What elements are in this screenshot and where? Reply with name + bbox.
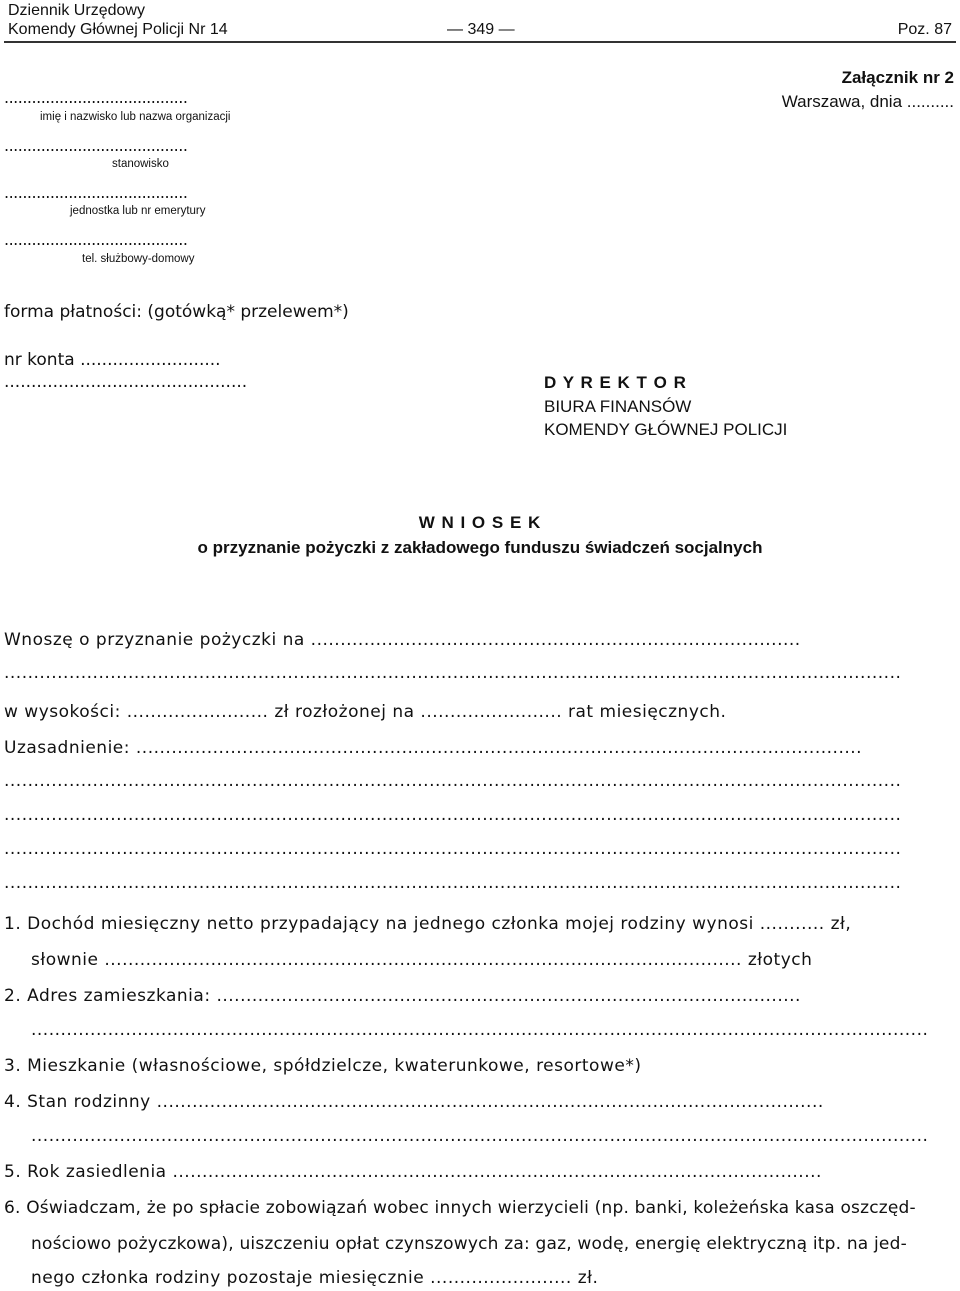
justification-line[interactable]: ........................................................................................................................................................ bbox=[4, 771, 902, 791]
item-housing: 3. Mieszkanie (własnościowe, spółdzielcze, kwaterunkowe, resortowe*) bbox=[4, 1056, 642, 1076]
account-number-field[interactable]: nr konta .......................... bbox=[4, 350, 221, 370]
addressee-title: D Y R E K T O R bbox=[544, 373, 687, 392]
document-title: W N I O S E K bbox=[418, 513, 542, 532]
justification-line[interactable]: ........................................................................................................................................................ bbox=[4, 805, 902, 825]
document-subtitle: o przyznanie pożyczki z zakładowego funduszu świadczeń socjalnych bbox=[197, 538, 763, 557]
journal-subtitle: Komendy Głównej Policji Nr 14 bbox=[8, 21, 228, 38]
justification-line[interactable]: ........................................................................................................................................................ bbox=[4, 839, 902, 859]
unit-field[interactable]: ........................................ bbox=[4, 183, 188, 202]
unit-caption: jednostka lub nr emerytury bbox=[70, 205, 206, 217]
addressee-office: BIURA FINANSÓW bbox=[544, 397, 692, 416]
phone-field[interactable]: ........................................ bbox=[4, 230, 188, 249]
payment-form: forma płatności: (gotówką* przelewem*) bbox=[4, 302, 349, 322]
phone-caption: tel. służbowy-domowy bbox=[82, 253, 195, 265]
item-family-cont[interactable]: ........................................................................................................................................................ bbox=[31, 1126, 929, 1146]
position-caption: stanowisko bbox=[112, 158, 169, 170]
addressee-institution: KOMENDY GŁÓWNEJ POLICJI bbox=[544, 420, 788, 439]
item-address-cont[interactable]: ........................................................................................................................................................ bbox=[31, 1020, 929, 1040]
page-number: — 349 — bbox=[447, 21, 515, 38]
item-family[interactable]: 4. Stan rodzinny ................................................................................................................. bbox=[4, 1092, 824, 1112]
justification-field[interactable]: Uzasadnienie: ........................................................................................................................... bbox=[4, 738, 863, 758]
annex-label: Załącznik nr 2 bbox=[841, 68, 954, 87]
justification-line[interactable]: ........................................................................................................................................................ bbox=[4, 873, 902, 893]
place-date: Warszawa, dnia .......... bbox=[781, 92, 954, 111]
item-income-words[interactable]: słownie ............................................................................................................ złotych bbox=[31, 950, 813, 970]
position-field[interactable]: ........................................ bbox=[4, 136, 188, 155]
header-rule bbox=[4, 41, 956, 43]
loan-amount-line[interactable]: w wysokości: ........................ zł rozłożonej na ........................ rat miesięcznych. bbox=[4, 702, 727, 722]
item-settlement-year[interactable]: 5. Rok zasiedlenia .............................................................................................................. bbox=[4, 1162, 822, 1182]
item-declaration-cont: nościowo pożyczkowa), uiszczeniu opłat czynszowych za: gaz, wodę, energię elektryczną itp. na jed- bbox=[31, 1234, 907, 1254]
applicant-name-field[interactable]: ........................................ bbox=[4, 88, 188, 107]
account-number-field-cont[interactable]: ............................................. bbox=[4, 372, 248, 392]
item-income[interactable]: 1. Dochód miesięczny netto przypadający na jednego członka mojej rodziny wynosi ........... zł, bbox=[4, 914, 852, 934]
item-declaration: 6. Oświadczam, że po spłacie zobowiązań wobec innych wierzycieli (np. banki, koleżeńska kasa oszczęd- bbox=[4, 1198, 916, 1218]
item-declaration-amount[interactable]: nego członka rodziny pozostaje miesięcznie ........................ zł. bbox=[31, 1268, 599, 1288]
position-number: Poz. 87 bbox=[897, 21, 952, 38]
journal-title: Dziennik Urzędowy bbox=[8, 2, 145, 19]
applicant-name-caption: imię i nazwisko lub nazwa organizacji bbox=[40, 111, 231, 123]
loan-purpose-field-cont[interactable]: ........................................................................................................................................................ bbox=[4, 663, 902, 683]
loan-purpose-field[interactable]: Wnoszę o przyznanie pożyczki na ................................................................................... bbox=[4, 630, 801, 650]
item-address[interactable]: 2. Adres zamieszkania: ................................................................................................... bbox=[4, 986, 801, 1006]
